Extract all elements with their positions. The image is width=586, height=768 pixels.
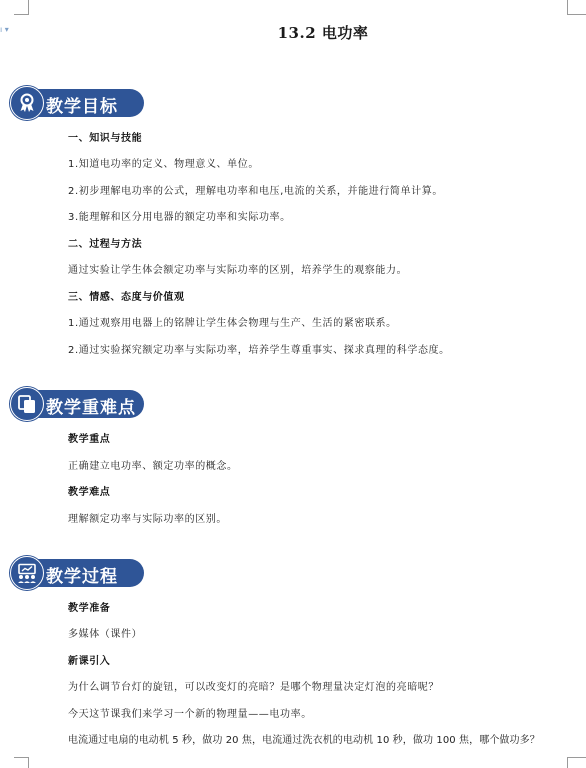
crop-mark-bottom-left-vertical	[28, 757, 29, 768]
difficult-point-line: 理解额定功率与实际功率的区别。	[68, 514, 227, 525]
objective-line: 1.知道电功率的定义、物理意义、单位。	[68, 159, 259, 170]
objective-line: 1.通过观察用电器上的铭牌让学生体会物理与生产、生活的紧密联系。	[68, 318, 397, 329]
crop-mark-top-right-horizontal	[567, 14, 586, 15]
process-line: 为什么调节台灯的旋钮，可以改变灯的亮暗？是哪个物理量决定灯泡的亮暗呢？	[68, 682, 439, 693]
subheading-knowledge-skills: 一、知识与技能	[68, 133, 143, 144]
objective-line: 2.初步理解电功率的公式，理解电功率和电压,电流的关系，并能进行简单计算。	[68, 186, 443, 197]
objective-line: 通过实验让学生体会额定功率与实际功率的区别，培养学生的观察能力。	[68, 265, 408, 276]
key-point-line: 正确建立电功率、额定功率的概念。	[68, 461, 238, 472]
section-label-objectives: 教学目标	[46, 97, 118, 117]
presentation-audience-icon	[10, 556, 44, 590]
objective-line: 2.通过实验探究额定功率与实际功率，培养学生尊重事实、探求真理的科学态度。	[68, 345, 450, 356]
section-label-key-points: 教学重难点	[46, 398, 136, 418]
crop-mark-top-left-horizontal	[14, 14, 29, 15]
crop-mark-bottom-right-horizontal	[567, 757, 586, 758]
subheading-attitudes-values: 三、情感、态度与价值观	[68, 292, 185, 303]
paragraph-anchor-marker: ı ▾	[0, 25, 9, 34]
award-ribbon-icon	[10, 86, 44, 120]
process-line: 多媒体（课件）	[68, 629, 143, 640]
subheading-introduction: 新课引入	[68, 656, 111, 667]
process-line: 电流通过电扇的电动机 5 秒，做功 20 焦，电流通过洗衣机的电动机 10 秒，做功 100 焦，哪个做功多？	[68, 735, 540, 746]
objective-line: 3.能理解和区分用电器的额定功率和实际功率。	[68, 212, 291, 223]
page-title: 13.2 电功率	[277, 24, 369, 42]
section-label-process: 教学过程	[46, 567, 118, 587]
process-line: 今天这节课我们来学习一个新的物理量——电功率。	[68, 709, 312, 720]
subheading-key-point: 教学重点	[68, 434, 111, 445]
crop-mark-bottom-right-vertical	[567, 757, 568, 768]
crop-mark-bottom-left-horizontal	[14, 757, 29, 758]
subheading-preparation: 教学准备	[68, 603, 111, 614]
subheading-difficult-point: 教学难点	[68, 487, 111, 498]
subheading-process-methods: 二、过程与方法	[68, 239, 143, 250]
crop-mark-top-right-vertical	[567, 0, 568, 14]
crop-mark-top-left-vertical	[28, 0, 29, 14]
stacked-pages-icon	[10, 387, 44, 421]
